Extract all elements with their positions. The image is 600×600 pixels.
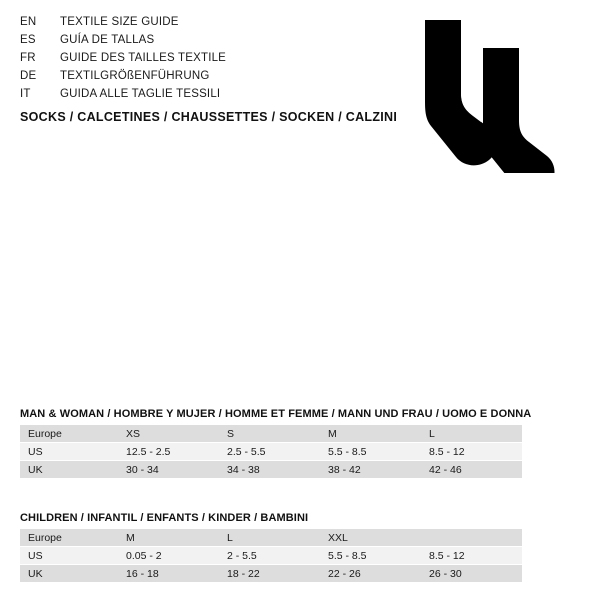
row-label: UK <box>20 461 118 479</box>
language-row <box>20 52 380 70</box>
row-label: UK <box>20 565 118 583</box>
table-cell: 0.05 - 2 <box>118 547 219 565</box>
column-header: S <box>219 425 320 443</box>
table-cell: 5.5 - 8.5 <box>320 547 421 565</box>
children-table-title: CHILDREN / INFANTIL / ENFANTS / KINDER / BAMBINI <box>20 512 309 524</box>
language-list <box>20 16 380 106</box>
column-header: M <box>320 425 421 443</box>
table-cell: 18 - 22 <box>219 565 320 583</box>
table-row <box>20 565 522 583</box>
language-code: IT <box>20 88 31 100</box>
children-size-table <box>20 529 522 583</box>
column-header: XS <box>118 425 219 443</box>
table-cell: 16 - 18 <box>118 565 219 583</box>
table-cell: 8.5 - 12 <box>421 547 522 565</box>
adults-table-title: MAN & WOMAN / HOMBRE Y MUJER / HOMME ET FEMME / MANN UND FRAU / UOMO E DONNA <box>20 408 532 420</box>
column-header: L <box>219 529 320 547</box>
column-header: Europe <box>20 529 118 547</box>
children-size-section <box>20 512 580 583</box>
page-subtitle: SOCKS / CALCETINES / CHAUSSETTES / SOCKEN / CALZINI <box>20 110 398 124</box>
table-cell: 2.5 - 5.5 <box>219 443 320 461</box>
language-row <box>20 88 380 106</box>
socks-icon <box>405 18 575 173</box>
table-cell: 38 - 42 <box>320 461 421 479</box>
language-title: GUÍA DE TALLAS <box>60 34 155 46</box>
table-cell: 22 - 26 <box>320 565 421 583</box>
language-row <box>20 70 380 88</box>
column-header: L <box>421 425 522 443</box>
table-cell: 5.5 - 8.5 <box>320 443 421 461</box>
language-title: GUIDE DES TAILLES TEXTILE <box>60 52 227 64</box>
language-code: FR <box>20 52 36 64</box>
table-cell: 30 - 34 <box>118 461 219 479</box>
language-title: TEXTILGRÖßENFÜHRUNG <box>60 70 210 82</box>
language-row <box>20 16 380 34</box>
table-row <box>20 443 522 461</box>
adults-size-table <box>20 425 522 479</box>
adults-size-section <box>20 408 580 479</box>
column-header: Europe <box>20 425 118 443</box>
table-cell: 34 - 38 <box>219 461 320 479</box>
language-title: GUIDA ALLE TAGLIE TESSILI <box>60 88 221 100</box>
table-header-row <box>20 529 522 547</box>
row-label: US <box>20 443 118 461</box>
language-code: ES <box>20 34 36 46</box>
language-code: EN <box>20 16 37 28</box>
table-cell: 12.5 - 2.5 <box>118 443 219 461</box>
table-cell: 8.5 - 12 <box>421 443 522 461</box>
language-row <box>20 34 380 52</box>
table-cell: 42 - 46 <box>421 461 522 479</box>
table-row <box>20 461 522 479</box>
column-header: M <box>118 529 219 547</box>
column-header <box>421 529 522 547</box>
table-cell: 26 - 30 <box>421 565 522 583</box>
column-header: XXL <box>320 529 421 547</box>
table-header-row <box>20 425 522 443</box>
language-title: TEXTILE SIZE GUIDE <box>60 16 179 28</box>
language-code: DE <box>20 70 37 82</box>
table-cell: 2 - 5.5 <box>219 547 320 565</box>
row-label: US <box>20 547 118 565</box>
table-row <box>20 547 522 565</box>
